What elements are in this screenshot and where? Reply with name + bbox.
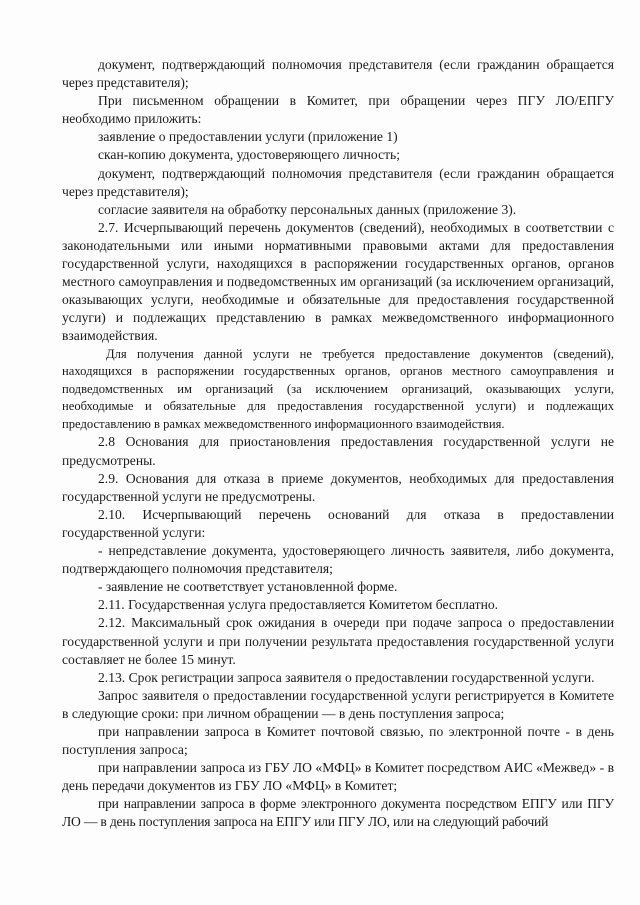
paragraph-epgu: при направлении запроса в форме электронного документа посредством ЕПГУ или ПГУ ЛО — в день поступления запроса на ЕПГУ или ПГУ ЛО, или на следующий рабочий (62, 796, 614, 830)
paragraph-2-11: 2.11. Государственная услуга предоставляется Комитетом бесплатно. (98, 597, 499, 613)
paragraph-written-request: При письменном обращении в Комитет, при обращении через ПГУ ЛО/ЕПГУ необходимо приложить: (62, 93, 614, 127)
paragraph-postal-email: при направлении запроса в Комитет почтовой связью, по электронной почте - в день поступления запроса; (62, 723, 614, 758)
paragraph-no-documents-required: Для получения данной услуги не требуется предоставление документов (сведений), находящихся в распоряжении государственных органов, органов местного самоуправления и подведомственных им организаций (за исключением организаций, оказывающих услуги, необходимые и обязательные для предоставления государственной услуги) и подлежащих предоставлению в рамках межведомственного информационного взаимодействия. (62, 346, 614, 431)
list-item-application: заявление о предоставлении услуги (приложение 1) (98, 129, 398, 145)
list-item-consent: согласие заявителя на обработку персональных данных (приложение 3). (98, 201, 517, 217)
list-item-id-scan: скан-копию документа, удостоверяющего личность; (98, 147, 401, 163)
list-item-refusal-1: - непредставление документа, удостоверяющего личность заявителя, либо документа, подтверждающего полномочия представителя; (62, 543, 614, 577)
paragraph-2-10: 2.10. Исчерпывающий перечень оснований для отказа в предоставлении государственной услуги: (62, 506, 614, 540)
paragraph-registration-terms: Запрос заявителя о предоставлении государственной услуги регистрируется в Комитете в следующие сроки: при личном обращении — в день поступления запроса; (62, 687, 614, 721)
paragraph-representative-doc-1: документ, подтверждающий полномочия представителя (если гражданин обращается через представителя); (62, 57, 614, 91)
paragraph-2-7: 2.7. Исчерпывающий перечень документов (сведений), необходимых в соответствии с законодательными или иными нормативными правовыми актами для предоставления государственной услуги, находящихся в распоряжении государственных органов, органов местного самоуправления и подведомственных им организаций (за исключением организаций, оказывающих услуги, необходимые и обязательные для предоставления государственной услуги) и подлежащих представлению в рамках межведомственного информационного взаимодействия. (62, 219, 614, 344)
document-body (62, 56, 614, 832)
paragraph-mfc: при направлении запроса из ГБУ ЛО «МФЦ» в Комитет посредством АИС «Межвед» - в день передачи документов из ГБУ ЛО «МФЦ» в Комитет; (62, 760, 614, 794)
list-item-representative-doc: документ, подтверждающий полномочия представителя (если гражданин обращается через представителя); (62, 165, 614, 199)
paragraph-2-12: 2.12. Максимальный срок ожидания в очереди при подаче запроса о предоставлении государственной услуги и при получении результата предоставления государственной услуги составляет не более 15 минут. (62, 615, 614, 667)
paragraph-2-13: 2.13. Срок регистрации запроса заявителя о предоставлении государственной услуги. (98, 669, 595, 685)
paragraph-2-8: 2.8 Основания для приостановления предоставления государственной услуги не предусмотрены. (62, 434, 614, 468)
list-item-refusal-2: - заявление не соответствует установленной форме. (98, 579, 398, 595)
paragraph-2-9: 2.9. Основания для отказа в приеме документов, необходимых для предоставления государственной услуги не предусмотрены. (62, 470, 614, 504)
